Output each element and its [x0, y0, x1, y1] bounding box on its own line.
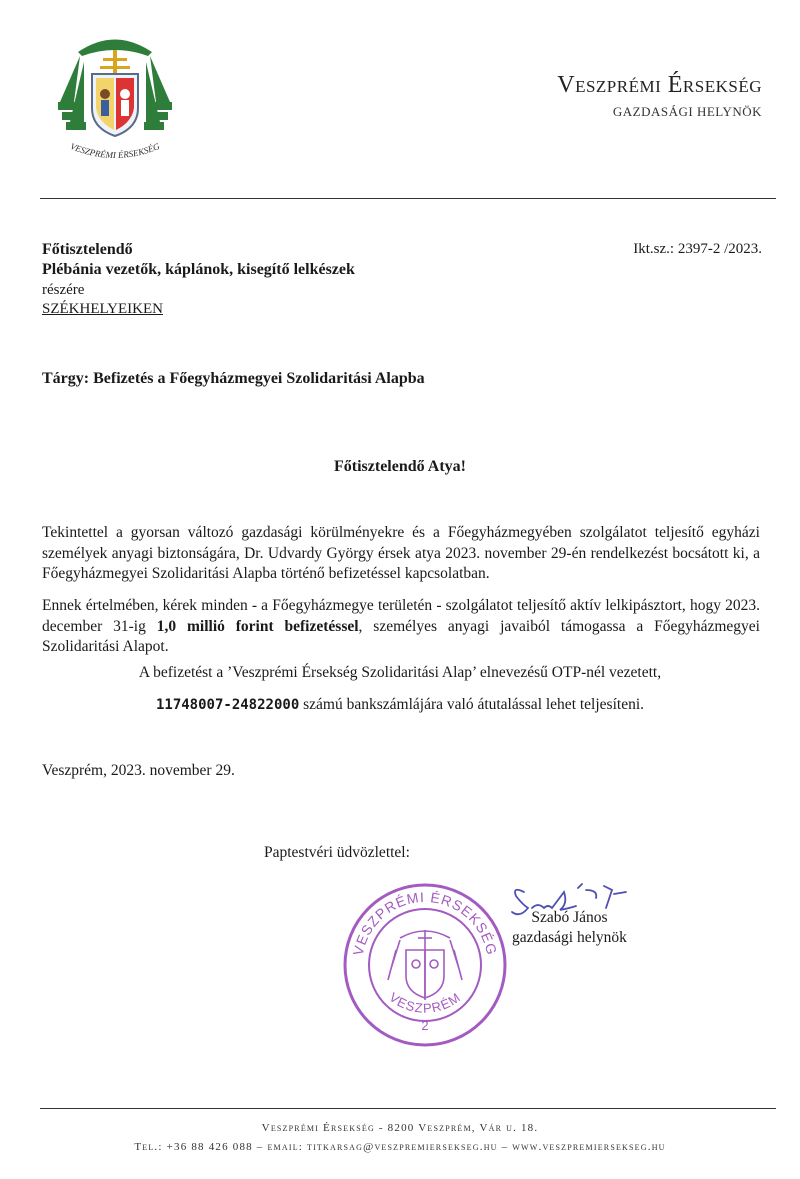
bank-account-number: 11748007-24822000: [155, 697, 300, 713]
footer-divider: [40, 1108, 776, 1109]
footer-address: Veszprémi Érsekség - 8200 Veszprém, Vár u. 18.: [261, 1122, 539, 1134]
archdiocese-crest-logo: [40, 22, 190, 172]
signer-name: Szabó János: [531, 909, 608, 926]
body-paragraph-1: Tekintettel a gyorsan változó gazdasági körülményekre és a Főegyházmegyében szolgálatot teljesítő egyházi személyek anyagi biztonságára, Dr. Udvardy György érsek atya 2023. november 29-én rendelkezést bocsátott ki, a Főegyházmegyei Szolidaritási Alapba történő befizetéssel kapcsolatban.: [42, 524, 760, 582]
header-divider: [40, 198, 776, 199]
svg-text:VESZPRÉMI ÉRSEKSÉG: [69, 141, 162, 160]
signer-block: [512, 908, 627, 948]
official-stamp: [340, 880, 510, 1050]
reference-number: Ikt.sz.: 2397-2 /2023.: [633, 241, 762, 257]
addressee-line-3: részére: [42, 282, 85, 298]
body-paragraph-2-start: Ennek értelmében, kérek minden - a Főegyházmegye területén - szolgálatot teljesítő aktív lelkipásztort, hogy 2023. december 31-ig: [42, 597, 760, 635]
org-subtitle: GAZDASÁGI HELYNÖK: [612, 104, 762, 119]
signer-title: gazdasági helynök: [512, 929, 627, 946]
body-paragraph-4-end: számú bankszámlájára való átutalással lehet teljesíteni.: [299, 696, 645, 713]
subject-line: Tárgy: Befizetés a Főegyházmegyei Szolidaritási Alapba: [42, 370, 425, 387]
place-and-date: Veszprém, 2023. november 29.: [42, 762, 235, 779]
addressee-line-2: Plébánia vezetők, káplánok, kisegítő lelkészek: [42, 261, 355, 278]
payment-amount: 1,0 millió forint befizetéssel: [156, 617, 359, 635]
stamp-bottom-text: VESZPRÉM: [386, 989, 464, 1016]
stamp-number: 2: [421, 1018, 429, 1033]
salutation: Főtisztelendő Atya!: [334, 458, 466, 475]
body-paragraph-2-end: , személyes anyagi javaiból támogassa a Főegyházmegyei Szolidaritási Alapot.: [42, 617, 760, 655]
body-paragraph-3: A befizetést a ’Veszprémi Érsekség Szolidaritási Alap’ elnevezésű OTP-nél vezetett,: [138, 664, 662, 681]
closing-greeting: Paptestvéri üdvözlettel:: [264, 844, 410, 861]
stamp-top-text: VESZPRÉMI ÉRSEKSÉG: [349, 888, 501, 957]
body-paragraph-4: [0, 696, 800, 714]
org-name: Veszprémi Érsekség: [557, 72, 762, 98]
addressee-line-4: SZÉKHELYEIKEN: [42, 301, 163, 317]
crest-motto-text: VESZPRÉMI ÉRSEKSÉG: [68, 141, 162, 161]
addressee-line-1: Főtisztelendő: [42, 241, 133, 258]
footer-contact: Tel.: +36 88 426 088 – email: titkarsag@veszpremiersekseg.hu – www.veszpremiersekseg.hu: [134, 1141, 666, 1153]
body-paragraph-2: [42, 596, 760, 658]
